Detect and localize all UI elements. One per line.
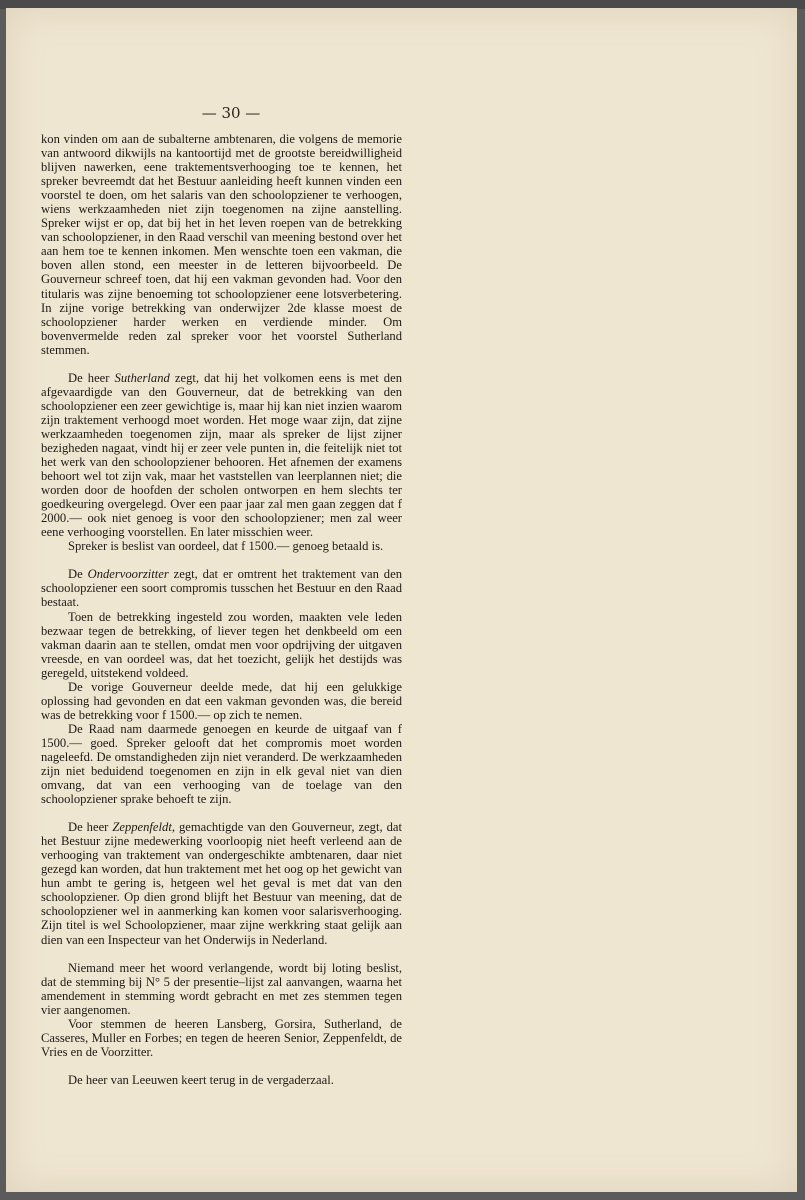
paragraph-10: Voor stemmen de heeren Lansberg, Gorsira, Sutherland, de Casseres, Muller en Forbes; en tegen de heeren Senior, Zeppenfeldt, de Vries en de Voorzitter. — [41, 1016, 402, 1059]
paragraph-11: De heer van Leeuwen keert terug in de vergaderzaal. — [68, 1072, 334, 1087]
paragraph-9: Niemand meer het woord verlangende, wordt bij loting beslist, dat de stemming bij N° 5 der presentie–lijst zal aanvangen, waarna het amendement in stemming wordt gebracht en met zes stemmen tegen vier aangenomen. — [41, 960, 402, 1017]
body-text — [41, 132, 402, 1087]
page-number: — 30 — — [201, 104, 261, 122]
paragraph-8: De heer Zeppenfeldt, gemachtigde van den Gouverneur, zegt, dat het Bestuur zijne medewerking voorloopig niet heeft verleend aan de verhooging van traktement van ondergeschikte ambtenaren, daar niet gezegd kan worden, dat hun traktement met het oog op het gewicht van hun ambt te gering is, hetgeen wel het geval is met dat van den schoolopziener. Op dien grond blijft het Bestuur van meening, dat de schoolopziener wel in aanmerking kan komen voor salarisverhooging. Zijn titel is wel Schoolopziener, maar zijne werkkring staat gelijk aan dien van een Inspecteur van het Onderwijs in Nederland. — [41, 820, 402, 947]
paragraph-2: De heer Sutherland zegt, dat hij het volkomen eens is met den afgevaardigde van den Gouverneur, dat de betrekking van den schoolopziener een zeer gewichtige is, maar hij kan niet inzien waarom zijn traktement verhoogd moet worden. Het moge waar zijn, dat zijne werkzaamheden toegenomen zijn, maar als spreker de lijst zijner bezigheden nagaat, vindt hij er zeer vele punten in, die feitelijk niet tot het werk van den schoolopziener behooren. Het afnemen der examens behoort wel tot zijn vak, maar het vaststellen van leerplannen niet; die worden door de hoofden der scholen ontworpen en hem slechts ter goedkeuring overgelegd. Over een paar jaar zal men gaan zeggen dat f 2000.— ook niet genoeg is voor den schoolopziener; men zal weer eene verhooging voorstellen. En later misschien weer. — [41, 370, 402, 540]
paragraph-1: kon vinden om aan de subalterne ambtenaren, die volgens de memorie van antwoord dikwijls na kantoortijd met de grootste bereidwilligheid blijven nawerken, eene traktementsverhooging toe te kennen, het spreker bevreemdt dat het Bestuur aanleiding heeft kunnen vinden een voorstel te doen, om het salaris van den schoolopziener te verhoogen, wiens werkzaamheden niet zijn toegenomen na zijne aanstelling. Spreker wijst er op, dat bij het in het leven roepen van de betrekking van schoolopziener, in den Raad verschil van meening bestond over het aan hem toe te kennen inkomen. Men wenschte toen een vakman, die boven allen stond, een meester in de letteren bijvoorbeeld. De Gouverneur schreef toen, dat hij een vakman gevonden had. Voor den titularis was zijne benoeming tot schoolopziener eene lotsverbetering. In zijne vorige betrekking van onderwijzer 2de klasse moest de schoolopziener harder werken en verdiende minder. Om bovenvermelde reden zal spreker voor het voorstel Sutherland stemmen. — [41, 132, 402, 357]
paragraph-6: De vorige Gouverneur deelde mede, dat hij een gelukkige oplossing had gevonden en dat een vakman gevonden was, die bereid was de betrekking voor f 1500.— op zich te nemen. — [41, 679, 402, 722]
document-page — [6, 8, 797, 1192]
paragraph-7: De Raad nam daarmede genoegen en keurde de uitgaaf van f 1500.— goed. Spreker gelooft dat het compromis moet worden nageleefd. De omstandigheden zijn niet veranderd. De werkzaamheden zijn niet beduidend toegenomen en zijn in elk geval niet van dien omvang, dat van een verhooging van de toelage van den schoolopziener sprake behoeft te zijn. — [41, 721, 402, 807]
paragraph-3: Spreker is beslist van oordeel, dat f 1500.— genoeg betaald is. — [68, 539, 384, 554]
speaker-name: Sutherland — [114, 370, 170, 385]
speaker-name: Ondervoorzitter — [87, 567, 169, 582]
speaker-name: Zeppenfeldt — [112, 820, 172, 835]
paragraph-5: Toen de betrekking ingesteld zou worden, maakten vele leden bezwaar tegen de betrekking, of liever tegen het denkbeeld om een vakman daarin aan te stellen, omdat men voor opdrijving der uitgaven vreesde, en van oordeel was, dat het toezicht, gelijk het destijds was geregeld, uitstekend voldeed. — [41, 609, 402, 680]
paragraph-4: De Ondervoorzitter zegt, dat er omtrent het traktement van den schoolopziener een soort compromis tusschen het Bestuur en den Raad bestaat. — [41, 567, 402, 610]
